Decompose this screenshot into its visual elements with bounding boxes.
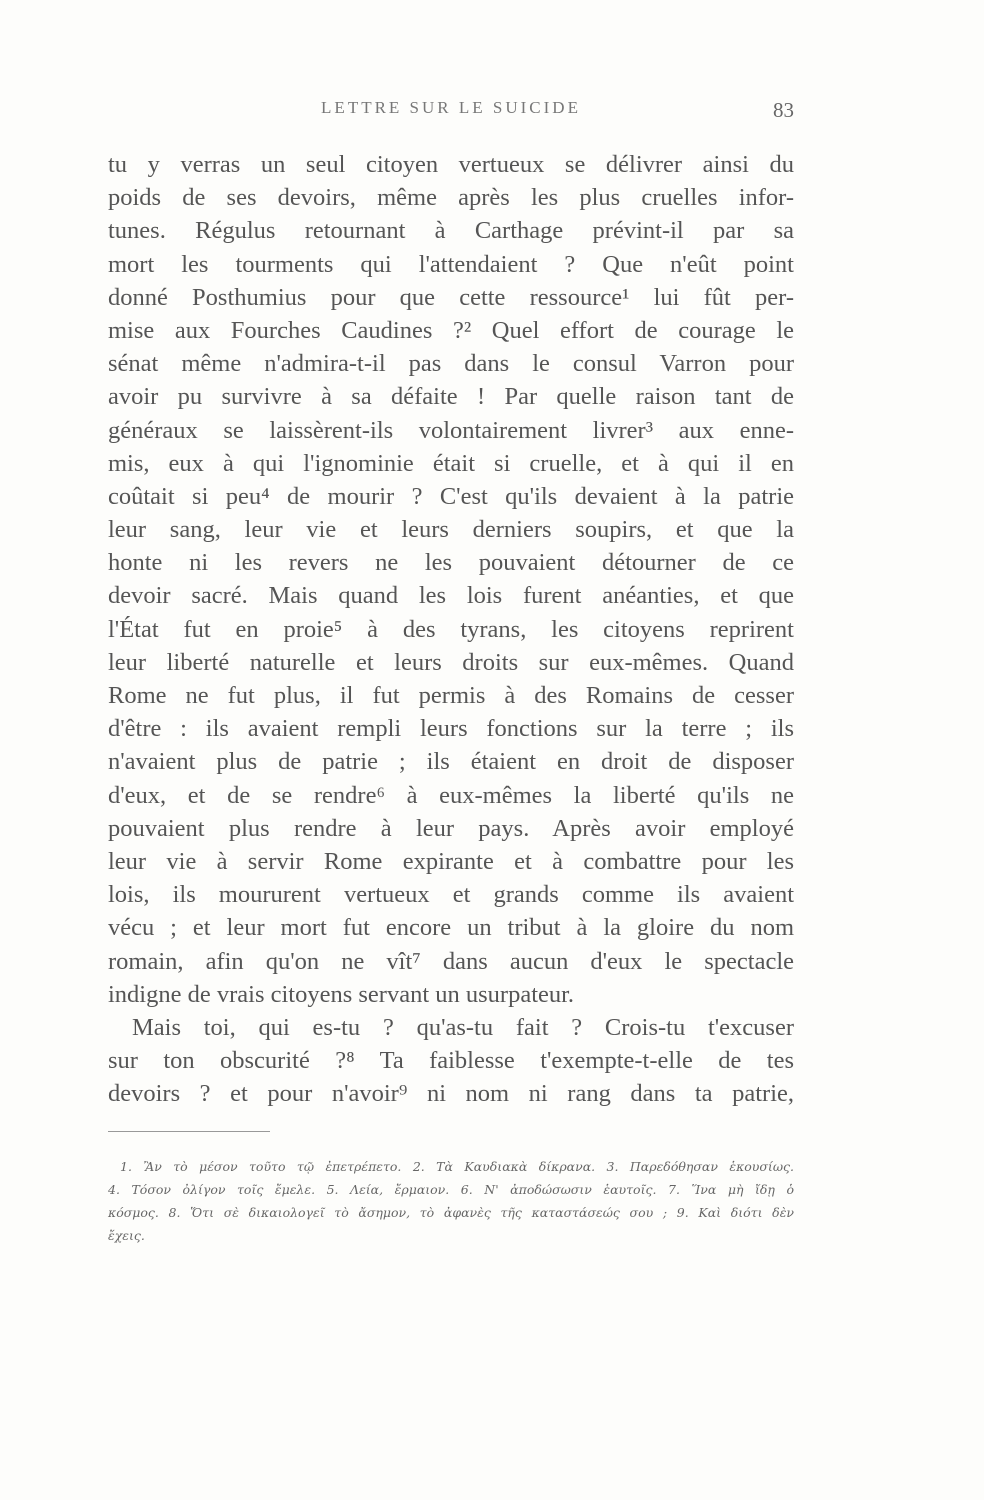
- text-line: avoir pu survivre à sa défaite ! Par quelle raison tant de: [108, 383, 794, 411]
- text-line: d'eux, et de se rendre⁶ à eux-mêmes la liberté qu'ils ne: [108, 781, 794, 809]
- text-line: l'État fut en proie⁵ à des tyrans, les citoyens reprirent: [108, 615, 794, 643]
- text-line: mort les tourments qui l'attendaient ? Que n'eût point: [108, 250, 794, 278]
- footnote-divider: [108, 1131, 270, 1132]
- text-line: donné Posthumius pour que cette ressource¹ lui fût per-: [108, 283, 794, 311]
- body-text: [108, 148, 794, 1110]
- page-number: 83: [773, 98, 794, 122]
- footnote-line: 1. Ἂν τὸ μέσον τοῦτο τῷ ἐπετρέπετο. 2. Τὰ Καυδιακὰ δίκρανα. 3. Παρεδόθησαν ἑκουσίως.: [120, 1159, 794, 1174]
- text-line: leur liberté naturelle et leurs droits sur eux-mêmes. Quand: [108, 648, 794, 676]
- text-line: leur sang, leur vie et leurs derniers soupirs, et que la: [108, 516, 794, 544]
- text-line: mise aux Fourches Caudines ?² Quel effort de courage le: [108, 316, 794, 344]
- text-line: tunes. Régulus retournant à Carthage prévint-il par sa: [108, 217, 794, 245]
- running-title: LETTRE SUR LE SUICIDE: [321, 98, 581, 117]
- text-line: Rome ne fut plus, il fut permis à des Romains de cesser: [108, 682, 794, 709]
- footnote-line: κόσμος. 8. Ὅτι σὲ δικαιολογεῖ τὸ ἄσημον, τὸ ἀφανὲς τῆς καταστάσεώς σου ; 9. Καὶ διότι δὲν: [108, 1205, 794, 1220]
- text-line: lois, ils moururent vertueux et grands comme ils avaient: [108, 881, 794, 909]
- text-line: d'être : ils avaient rempli leurs fonctions sur la terre ; ils: [108, 715, 794, 743]
- text-line: sénat même n'admira-t-il pas dans le consul Varron pour: [108, 350, 794, 378]
- text-line: coûtait si peu⁴ de mourir ? C'est qu'ils devaient à la patrie: [108, 482, 794, 510]
- text-line-paragraph-end: indigne de vrais citoyens servant un usurpateur.: [108, 980, 575, 1008]
- text-line: mis, eux à qui l'ignominie était si cruelle, et à qui il en: [108, 449, 794, 477]
- text-line: leur vie à servir Rome expirante et à combattre pour les: [108, 847, 794, 875]
- running-head: [108, 98, 794, 128]
- footnote-line: ἔχεις.: [108, 1228, 145, 1243]
- text-line: généraux se laissèrent-ils volontairement livrer³ aux enne-: [108, 416, 794, 444]
- text-line: romain, afin qu'on ne vît⁷ dans aucun d'eux le spectacle: [108, 947, 794, 975]
- text-line: pouvaient plus rendre à leur pays. Après avoir employé: [108, 814, 794, 842]
- text-line-paragraph-start: Mais toi, qui es-tu ? qu'as-tu fait ? Crois-tu t'excuser: [132, 1013, 794, 1041]
- footnotes: [108, 1155, 794, 1247]
- text-line: n'avaient plus de patrie ; ils étaient en droit de disposer: [108, 748, 794, 776]
- text-line: sur ton obscurité ?⁸ Ta faiblesse t'exempte-t-elle de tes: [108, 1047, 794, 1075]
- text-line: honte ni les revers ne les pouvaient détourner de ce: [108, 549, 794, 577]
- text-line: devoirs ? et pour n'avoir⁹ ni nom ni rang dans ta patrie,: [108, 1080, 794, 1108]
- text-line: vécu ; et leur mort fut encore un tribut à la gloire du nom: [108, 914, 794, 942]
- text-line: poids de ses devoirs, même après les plus cruelles infor-: [108, 184, 794, 212]
- footnote-line: 4. Τόσον ὀλίγον τοῖς ἔμελε. 5. Λεία, ἔρμαιον. 6. Ν' ἀποδώσωσιν ἑαυτοῖς. 7. Ἵνα μὴ ἴδῃ ὁ: [108, 1182, 794, 1197]
- text-line: tu y verras un seul citoyen vertueux se délivrer ainsi du: [108, 151, 794, 178]
- text-line: devoir sacré. Mais quand les lois furent anéanties, et que: [108, 582, 794, 610]
